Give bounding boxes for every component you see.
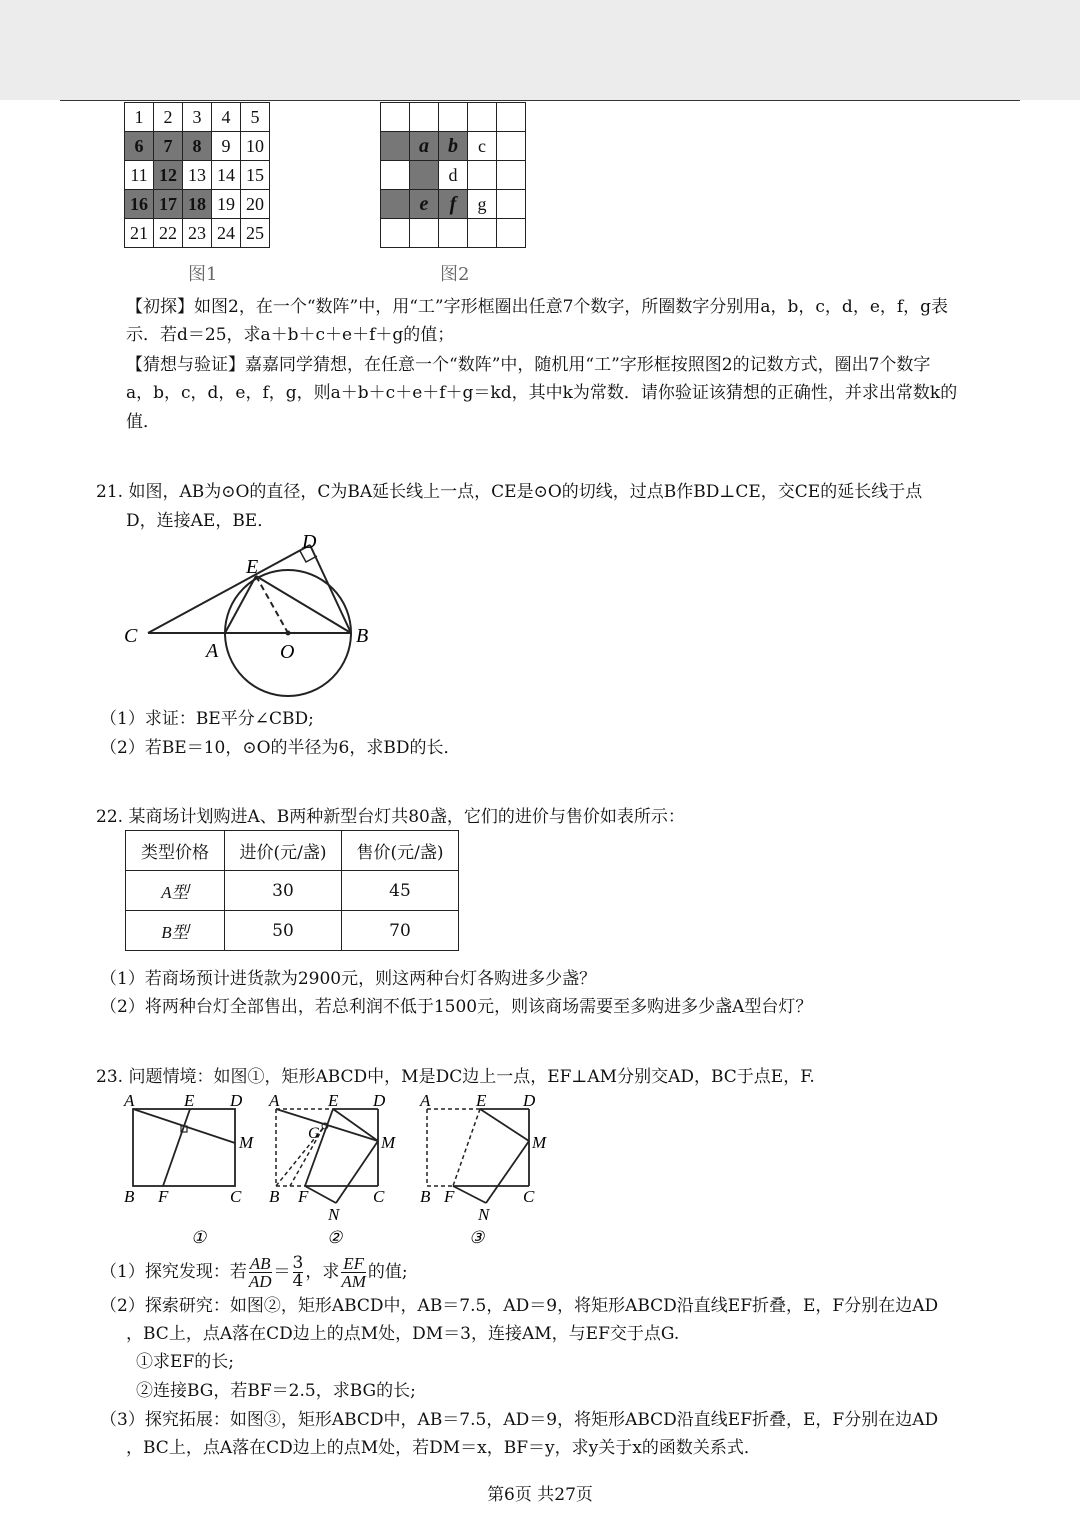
- grid-cell: [439, 219, 468, 248]
- table-cell: 45: [342, 871, 459, 911]
- number-array-figure-1: [124, 102, 270, 248]
- fig2-label-E: E: [328, 1091, 339, 1110]
- price-table: [125, 830, 459, 951]
- fig1-label-E: E: [184, 1091, 195, 1110]
- q23-part3-line1: （3）探究拓展：如图③，矩形ABCD中，AB＝7.5，AD＝9，将矩形ABCD沿直线EF折叠，E，F分别在边AD: [100, 1410, 939, 1430]
- grid-cell: e: [410, 190, 439, 219]
- grid-cell: 19: [212, 190, 241, 219]
- q23-part2-sub1: ①求EF的长;: [136, 1352, 234, 1372]
- grid-cell: 17: [154, 190, 183, 219]
- grid-cell: 5: [241, 103, 270, 132]
- fraction-ab-ad: $\frac{AB}{AD}$: [248, 1254, 272, 1291]
- fig2-label-A: A: [269, 1091, 280, 1110]
- label-E: E: [246, 556, 259, 578]
- fig1-label-D: D: [230, 1091, 243, 1110]
- q20-explore-line1: 【初探】如图2，在一个“数阵”中，用“工”字形框圈出任意7个数字，所圈数字分别用a，b，c，d，e，f，g表: [126, 297, 949, 317]
- grid-cell: 18: [183, 190, 212, 219]
- table-cell: A型: [126, 871, 225, 911]
- q20-guess-line1: 【猜想与验证】嘉嘉同学猜想，在任意一个“数阵”中，随机用“工”字形框按照图2的记数方式，圈出7个数字: [126, 355, 931, 375]
- number-array-figure-2: [380, 102, 526, 248]
- q23-part2-line1: （2）探索研究：如图②，矩形ABCD中，AB＝7.5，AD＝9，将矩形ABCD沿直线EF折叠，E，F分别在边AD: [100, 1296, 939, 1316]
- fig3-label-D: D: [523, 1091, 536, 1110]
- fig2-label-D: D: [373, 1091, 386, 1110]
- grid-cell: 14: [212, 161, 241, 190]
- grid-cell: [497, 132, 526, 161]
- grid-cell: [497, 190, 526, 219]
- grid-cell: [468, 161, 497, 190]
- q23-stem: 23. 问题情境：如图①，矩形ABCD中，M是DC边上一点，EF⊥AM分别交AD，BC于点E，F.: [96, 1067, 815, 1087]
- fig2-caption: ②: [327, 1228, 343, 1247]
- table-header: 类型价格: [126, 831, 225, 871]
- grid-cell: 1: [125, 103, 154, 132]
- q21-part2: （2）若BE＝10，⊙O的半径为6，求BD的长．: [100, 738, 461, 758]
- fig1-label-M: M: [239, 1133, 254, 1152]
- q20-guess-line2: a，b，c，d，e，f，g，则a＋b＋c＋e＋f＋g＝kd，其中k为常数．请你验证该猜想的正确性，并求出常数k的: [126, 383, 958, 403]
- fig3-label-B: B: [420, 1187, 431, 1206]
- grid-cell: 9: [212, 132, 241, 161]
- fig3-caption: ③: [469, 1228, 485, 1247]
- grid-cell: [381, 190, 410, 219]
- grid-cell: [497, 219, 526, 248]
- fig2-label-M: M: [381, 1133, 396, 1152]
- grid-cell: 16: [125, 190, 154, 219]
- fig1-label-F: F: [158, 1187, 169, 1206]
- grid-cell: c: [468, 132, 497, 161]
- fig3-label-F: F: [444, 1187, 455, 1206]
- q23-part3-line2: ，BC上，点A落在CD边上的点M处，若DM＝x，BF＝y，求y关于x的函数关系式．: [126, 1438, 761, 1458]
- fig2-label-N: N: [328, 1205, 340, 1224]
- grid-cell: 8: [183, 132, 212, 161]
- fig1-label-C: C: [230, 1187, 242, 1206]
- fraction-ef-am: $\frac{EF}{AM}$: [341, 1254, 366, 1291]
- fig3-label-E: E: [476, 1091, 487, 1110]
- grid-cell: b: [439, 132, 468, 161]
- fig2-label-F: F: [298, 1187, 309, 1206]
- grid-cell: f: [439, 190, 468, 219]
- label-O: O: [280, 641, 295, 663]
- q23-part2-sub2: ②连接BG，若BF＝2.5，求BG的长;: [136, 1381, 416, 1401]
- grid-cell: 3: [183, 103, 212, 132]
- q22-part2: （2）将两种台灯全部售出，若总利润不低于1500元，则该商场需要至多购进多少盏A型台灯？: [100, 997, 813, 1017]
- grid-cell: [381, 132, 410, 161]
- grid-cell: [410, 103, 439, 132]
- grid-cell: 12: [154, 161, 183, 190]
- grid-cell: 13: [183, 161, 212, 190]
- grid-cell: [381, 219, 410, 248]
- grid-cell: 21: [125, 219, 154, 248]
- q22-part1: （1）若商场预计进货款为2900元，则这两种台灯各购进多少盏？: [100, 969, 597, 989]
- q20-guess-line3: 值．: [126, 412, 160, 432]
- grid-cell: d: [439, 161, 468, 190]
- rectangle-fold-figures: [118, 1088, 558, 1248]
- grid-cell: [439, 103, 468, 132]
- circle-tangent-figure: [118, 528, 388, 700]
- label-A: A: [206, 640, 219, 662]
- header-rule: [60, 100, 1020, 101]
- grid-cell: 10: [241, 132, 270, 161]
- table-cell: B型: [126, 911, 225, 951]
- q23-part2-line2: ，BC上，点A落在CD边上的点M处，DM＝3，连接AM，与EF交于点G.: [126, 1324, 680, 1344]
- grid-cell: 4: [212, 103, 241, 132]
- grid-cell: 24: [212, 219, 241, 248]
- grid-cell: 22: [154, 219, 183, 248]
- table-header: 进价(元/盏): [225, 831, 342, 871]
- fig2-label-G: G: [308, 1125, 320, 1142]
- grid-cell: 23: [183, 219, 212, 248]
- page-footer: 第6页 共27页: [487, 1485, 593, 1505]
- table-cell: 50: [225, 911, 342, 951]
- grid-cell: 6: [125, 132, 154, 161]
- grid-cell: [381, 103, 410, 132]
- grid-cell: g: [468, 190, 497, 219]
- fig2-label-B: B: [269, 1187, 280, 1206]
- grid-cell: [410, 219, 439, 248]
- table-header: 售价(元/盏): [342, 831, 459, 871]
- q23-part1: （1）探究发现：若 $\frac{AB}{AD}$ ＝ $\frac{3}{4}$ ，求 $\frac{EF}{AM}$ 的值;: [100, 1253, 408, 1291]
- q21-stem-line1: 21. 如图，AB为⊙O的直径，C为BA延长线上一点，CE是⊙O的切线，过点B作BD⊥CE，交CE的延长线于点: [96, 482, 923, 502]
- table-cell: 30: [225, 871, 342, 911]
- grid-cell: [381, 161, 410, 190]
- q21-part1: （1）求证：BE平分∠CBD;: [100, 709, 314, 729]
- q23-part1-prefix: （1）探究发现：若: [100, 1262, 247, 1282]
- fig1-label-A: A: [124, 1091, 135, 1110]
- table-cell: 70: [342, 911, 459, 951]
- fraction-3-4: $\frac{3}{4}$: [292, 1253, 304, 1291]
- label-C: C: [124, 625, 138, 647]
- label-D: D: [302, 531, 317, 553]
- fig2-label-C: C: [373, 1187, 385, 1206]
- fig3-label-M: M: [532, 1133, 547, 1152]
- grid-cell: [497, 103, 526, 132]
- grid-cell: [410, 161, 439, 190]
- grid-cell: 20: [241, 190, 270, 219]
- figure-2-caption: 图2: [440, 264, 470, 285]
- q20-explore-line2: 示．若d＝25，求a＋b＋c＋e＋f＋g的值；: [126, 325, 455, 345]
- fig3-label-N: N: [478, 1205, 490, 1224]
- fig1-caption: ①: [191, 1228, 207, 1247]
- fig3-label-A: A: [420, 1091, 431, 1110]
- q21-stem-line2: D，连接AE，BE．: [126, 511, 275, 531]
- fig3-label-C: C: [523, 1187, 535, 1206]
- grid-cell: 25: [241, 219, 270, 248]
- grid-cell: [497, 161, 526, 190]
- grid-cell: [468, 219, 497, 248]
- label-B: B: [356, 625, 369, 647]
- grid-cell: 2: [154, 103, 183, 132]
- grid-cell: 7: [154, 132, 183, 161]
- figure-1-caption: 图1: [188, 264, 218, 285]
- grid-cell: 11: [125, 161, 154, 190]
- q22-stem: 22. 某商场计划购进A、B两种新型台灯共80盏，它们的进价与售价如表所示：: [96, 807, 685, 827]
- grid-cell: a: [410, 132, 439, 161]
- fig1-label-B: B: [124, 1187, 135, 1206]
- top-margin: [0, 0, 1080, 100]
- grid-cell: 15: [241, 161, 270, 190]
- grid-cell: [468, 103, 497, 132]
